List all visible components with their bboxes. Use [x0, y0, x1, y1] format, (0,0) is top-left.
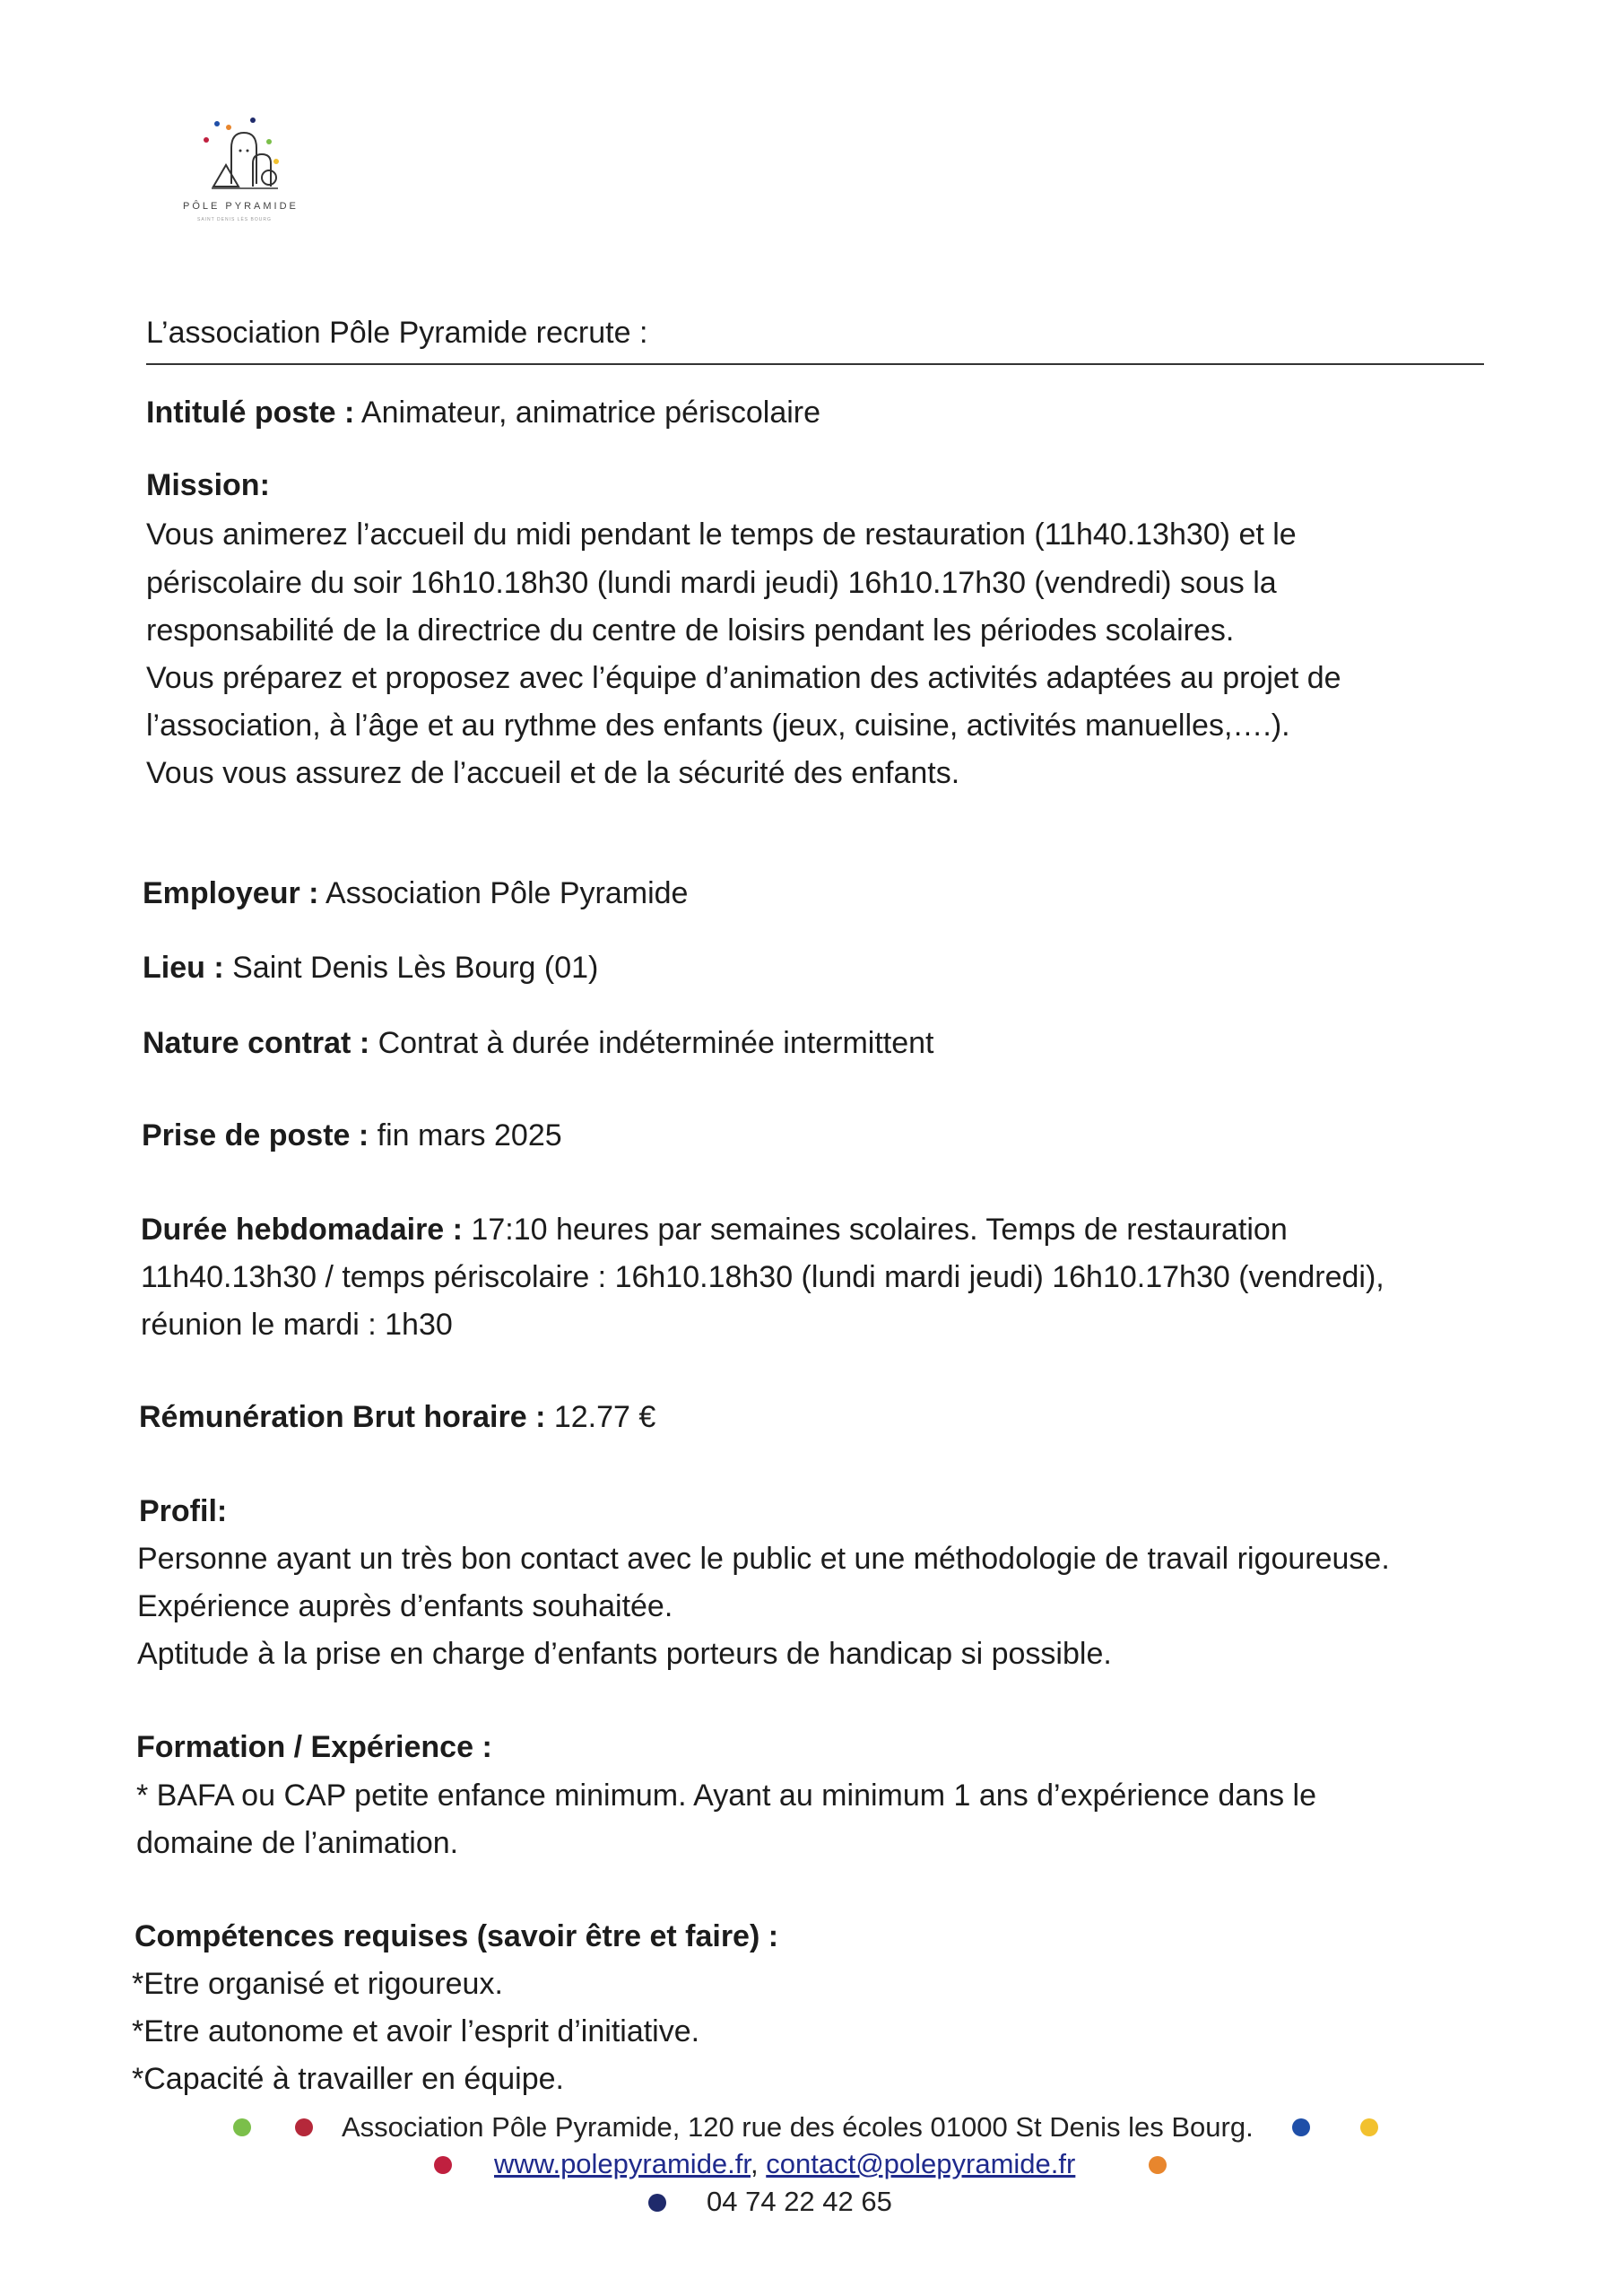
profil-line: Expérience auprès d’enfants souhaitée. [137, 1589, 673, 1623]
remuneration-value: 12.77 € [545, 1400, 656, 1434]
lieu-value: Saint Denis Lès Bourg (01) [223, 951, 599, 985]
nature-line [143, 1020, 933, 1066]
formation-line: domaine de l’animation. [136, 1826, 459, 1860]
lieu-label: Lieu : [143, 951, 224, 985]
intitule-line [146, 389, 820, 436]
duree-line [141, 1206, 1288, 1253]
employeur-label: Employeur : [143, 876, 319, 910]
nature-label: Nature contrat : [143, 1026, 370, 1060]
prise-value: fin mars 2025 [369, 1118, 562, 1152]
employeur-line [143, 870, 688, 917]
remuneration-label: Rémunération Brut horaire : [139, 1400, 546, 1434]
competences-line: *Etre organisé et rigoureux. [132, 1967, 503, 2001]
logo [179, 108, 323, 224]
mission-line: responsabilité de la directrice du centre de loisirs pendant les périodes scolaires. [146, 613, 1235, 648]
header-divider [146, 363, 1484, 365]
footer-links [494, 2146, 1075, 2182]
footer-phone: 04 74 22 42 65 [707, 2186, 892, 2217]
remuneration-line [139, 1394, 655, 1440]
nature-value: Contrat à durée indéterminée intermittent [369, 1026, 934, 1060]
pole-pyramide-logo-icon [179, 108, 323, 197]
green-dot-icon [233, 2118, 251, 2136]
profil-label: Profil: [139, 1494, 228, 1528]
email-link[interactable]: contact@polepyramide.fr [766, 2148, 1076, 2179]
formation-label: Formation / Expérience : [136, 1730, 492, 1764]
duree-value: 17:10 heures par semaines scolaires. Temps de restauration [462, 1213, 1288, 1247]
profil-line: Aptitude à la prise en charge d’enfants porteurs de handicap si possible. [137, 1637, 1112, 1671]
mission-line: Vous vous assurez de l’accueil et de la sécurité des enfants. [146, 756, 960, 790]
links-separator: , [751, 2148, 767, 2179]
yellow-dot-icon [1360, 2118, 1378, 2136]
mission-line: Vous préparez et proposez avec l’équipe d’animation des activités adaptées au projet de [146, 661, 1341, 695]
blue-dot-icon [1292, 2118, 1310, 2136]
competences-line: *Capacité à travailler en équipe. [132, 2062, 564, 2096]
red-dot-icon [295, 2118, 313, 2136]
duree-line-3: réunion le mardi : 1h30 [141, 1308, 453, 1342]
lieu-line [143, 944, 598, 991]
competences-label: Compétences requises (savoir être et faire) : [135, 1919, 779, 1953]
orange-dot-icon [1149, 2156, 1167, 2174]
navy-dot-icon [648, 2194, 666, 2212]
mission-line: Vous animerez l’accueil du midi pendant le temps de restauration (11h40.13h30) et le [146, 517, 1297, 552]
logo-name: PÔLE PYRAMIDE [183, 201, 299, 212]
crimson-dot-icon [434, 2156, 452, 2174]
footer-address: Association Pôle Pyramide, 120 rue des écoles 01000 St Denis les Bourg. [342, 2111, 1254, 2143]
intitule-value: Animateur, animatrice périscolaire [354, 396, 821, 430]
logo-subtitle: SAINT DENIS LÈS BOURG [197, 217, 272, 222]
website-link[interactable]: www.polepyramide.fr [494, 2148, 751, 2179]
competences-line: *Etre autonome et avoir l’esprit d’initiative. [132, 2014, 700, 2048]
mission-line: l’association, à l’âge et au rythme des enfants (jeux, cuisine, activités manuelles,….). [146, 709, 1290, 743]
prise-line [142, 1112, 562, 1159]
mission-line: périscolaire du soir 16h10.18h30 (lundi mardi jeudi) 16h10.17h30 (vendredi) sous la [146, 566, 1277, 600]
formation-line: * BAFA ou CAP petite enfance minimum. Ayant au minimum 1 ans d’expérience dans le [136, 1779, 1317, 1813]
profil-line: Personne ayant un très bon contact avec le public et une méthodologie de travail rigoureuse. [137, 1542, 1390, 1576]
mission-label: Mission: [146, 468, 270, 502]
employeur-value: Association Pôle Pyramide [318, 876, 689, 910]
duree-label: Durée hebdomadaire : [141, 1213, 463, 1247]
intitule-label: Intitulé poste : [146, 396, 355, 430]
page-title: L’association Pôle Pyramide recrute : [146, 316, 648, 350]
duree-line-2: 11h40.13h30 / temps périscolaire : 16h10.18h30 (lundi mardi jeudi) 16h10.17h30 (vendredi), [141, 1260, 1384, 1294]
prise-label: Prise de poste : [142, 1118, 369, 1152]
